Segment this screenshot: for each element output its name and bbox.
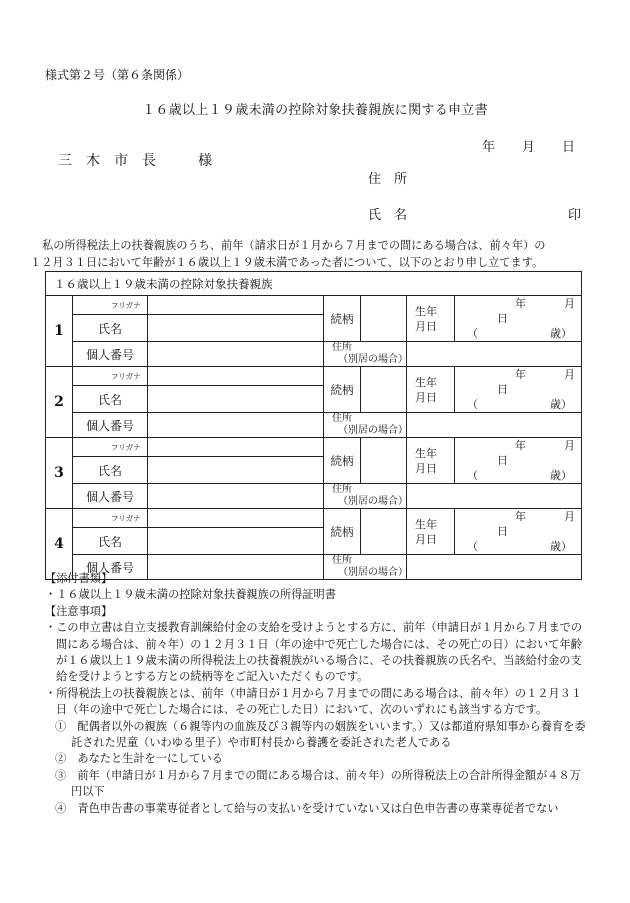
applicant-address-label: 住 所 <box>368 172 408 187</box>
birthdate-input[interactable]: 年 月日 （ 歳） <box>455 296 582 342</box>
relationship-label: 続柄 <box>324 367 361 413</box>
furigana-input[interactable] <box>148 367 324 386</box>
relationship-label: 続柄 <box>324 296 361 342</box>
name-label: 氏名 <box>73 315 148 342</box>
note-item-1: ① 配偶者以外の親族（６親等内の血族及び３親等内の姻族をいいます。）又は都道府県知事から養育を委託された児童（いわゆる里子）や市町村長から養護を委託された老人である <box>55 719 586 750</box>
furigana-label: フリガナ <box>73 296 148 315</box>
birthdate-label: 生年 月日 <box>407 296 455 342</box>
address-label: 住所 （別居の場合） <box>324 484 407 509</box>
relationship-input[interactable] <box>361 438 407 484</box>
individual-number-input[interactable] <box>148 342 324 367</box>
address-label: 住所 （別居の場合） <box>324 342 407 367</box>
note-item-2: ② あなたと生計を一にしている <box>55 752 223 766</box>
row-number: 3 <box>46 438 73 509</box>
individual-number-label: 個人番号 <box>73 555 148 580</box>
relationship-input[interactable] <box>361 367 407 413</box>
furigana-input[interactable] <box>148 509 324 528</box>
attachments-heading: 【添付書類】 <box>45 572 113 585</box>
birthdate-input[interactable]: 年 月日 （ 歳） <box>455 438 582 484</box>
relationship-label: 続柄 <box>324 509 361 555</box>
address-input[interactable] <box>407 484 582 509</box>
relationship-input[interactable] <box>361 296 407 342</box>
name-label: 氏名 <box>73 386 148 413</box>
furigana-label: フリガナ <box>73 509 148 528</box>
date-day-label: 日 <box>562 140 576 155</box>
row-number: 2 <box>46 367 73 438</box>
furigana-label: フリガナ <box>73 367 148 386</box>
birthdate-label: 生年 月日 <box>407 367 455 413</box>
relationship-input[interactable] <box>361 509 407 555</box>
furigana-label: フリガナ <box>73 438 148 457</box>
name-input[interactable] <box>148 528 324 555</box>
dependent-row <box>46 438 582 457</box>
addressee: 三木市長 様 <box>58 153 226 169</box>
dependent-row <box>46 296 582 315</box>
birthdate-label: 生年 月日 <box>407 438 455 484</box>
address-input[interactable] <box>407 342 582 367</box>
individual-number-input[interactable] <box>148 413 324 438</box>
dependent-row <box>46 509 582 528</box>
row-number: 1 <box>46 296 73 367</box>
name-input[interactable] <box>148 315 324 342</box>
furigana-input[interactable] <box>148 296 324 315</box>
address-label: 住所 （別居の場合） <box>324 413 407 438</box>
notes-heading: 【注意事項】 <box>45 604 113 618</box>
dependent-row <box>46 367 582 386</box>
date-year-label: 年 <box>482 140 496 155</box>
attachment-item: ・１６歳以上１９歳未満の控除対象扶養親族の所得証明書 <box>45 588 336 602</box>
note-item-4: ④ 青色申告書の事業専従者として給与の支払いを受けていない又は白色申告書の専業専従者でない <box>55 801 559 815</box>
notes-section <box>45 571 590 817</box>
form-number: 様式第２号（第６条関係） <box>45 68 190 82</box>
name-label: 氏名 <box>73 457 148 484</box>
address-label: 住所 （別居の場合） <box>324 555 407 580</box>
name-input[interactable] <box>148 457 324 484</box>
table-header: １６歳以上１９歳未満の控除対象扶養親族 <box>46 272 582 296</box>
row-number: 4 <box>46 509 73 580</box>
note-item-3: ③ 前年（申請日が１月から７月までの間にある場合は、前々年）の所得税法上の合計所得金額が４８万円以下 <box>55 768 581 799</box>
birthdate-input[interactable]: 年 月日 （ 歳） <box>455 367 582 413</box>
individual-number-label: 個人番号 <box>73 484 148 509</box>
name-input[interactable] <box>148 386 324 413</box>
birthdate-input[interactable]: 年 月日 （ 歳） <box>455 509 582 555</box>
intro-line-2: １２月３１日において年齢が１６歳以上１９歳未満であった者について、以下のとおり申し立てます。 <box>30 256 544 269</box>
name-label: 氏名 <box>73 528 148 555</box>
birthdate-label: 生年 月日 <box>407 509 455 555</box>
relationship-label: 続柄 <box>324 438 361 484</box>
page-title: １６歳以上１９歳未満の控除対象扶養親族に関する申立書 <box>142 103 488 118</box>
individual-number-input[interactable] <box>148 484 324 509</box>
furigana-input[interactable] <box>148 438 324 457</box>
seal-label: 印 <box>568 208 582 223</box>
note-bullet-2: ・所得税法上の扶養親族とは、前年（申請日が１月から７月までの間にある場合は、前々年）の１２月３１日（年の途中で死亡した場合には、その死亡した日）において、次のいずれにも該当する方です。 <box>45 686 583 717</box>
individual-number-label: 個人番号 <box>73 413 148 438</box>
individual-number-label: 個人番号 <box>73 342 148 367</box>
address-input[interactable] <box>407 413 582 438</box>
intro-text <box>30 237 590 271</box>
note-bullet-1: ・この申立書は自立支援教育訓練給付金の支給を受けようとする方に、前年（申請日が１月から７月までの間にある場合は、前々年）の１２月３１日（年の途中で死亡した場合には、その死亡の日）において年齢が１６歳以上１９歳未満の所得税法上の扶養親族がいる場合に、その扶養親族の氏名や、当該給付金の支給を受けようとする方との続柄等をご記入いただくものです。 <box>45 621 583 684</box>
intro-line-1: 私の所得税法上の扶養親族のうち、前年（請求日が１月から７月までの間にある場合は、前々年）の <box>42 239 546 252</box>
date-month-label: 月 <box>522 140 536 155</box>
dependents-table <box>45 271 582 580</box>
applicant-name-label: 氏 名 <box>368 208 408 223</box>
